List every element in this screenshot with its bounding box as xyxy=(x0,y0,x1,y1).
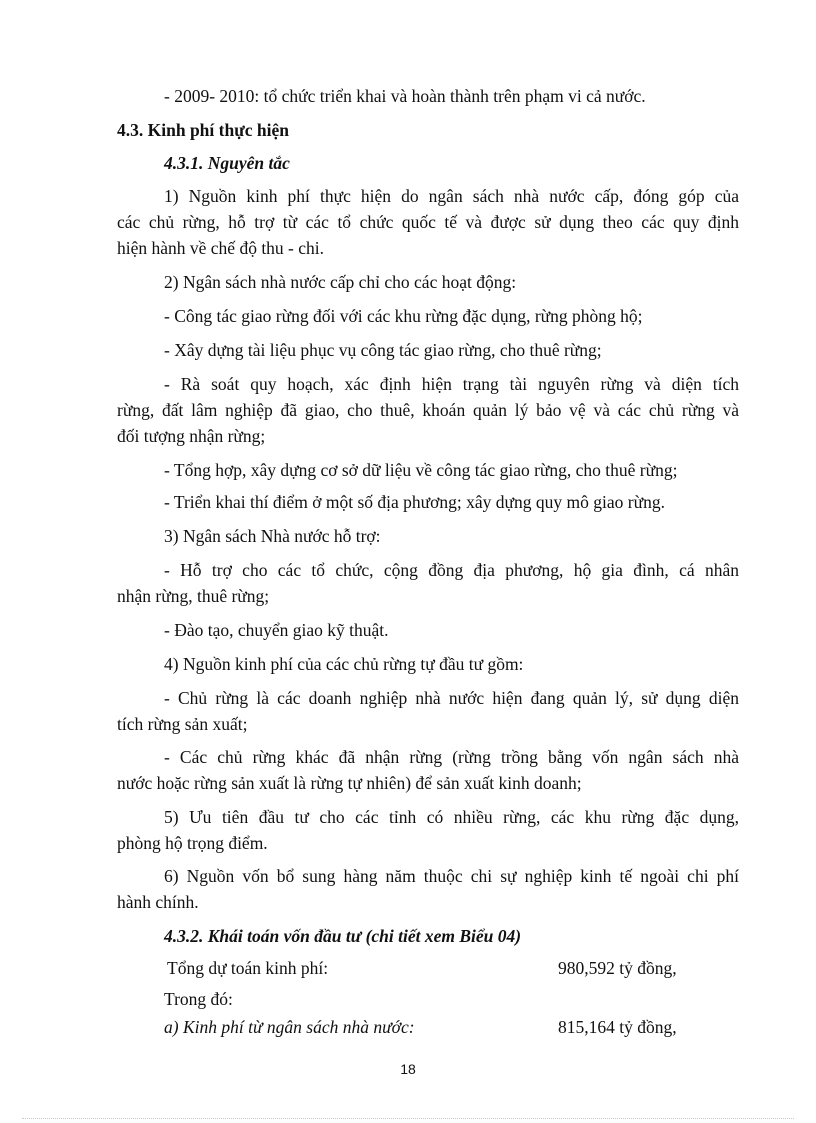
list-item: - Tổng hợp, xây dựng cơ sở dữ liệu về công tác giao rừng, cho thuê rừng; xyxy=(164,460,678,480)
page-number: 18 xyxy=(400,1061,416,1077)
paragraph-line: hành chính. xyxy=(117,892,199,912)
budget-of-which: Trong đó: xyxy=(164,989,233,1009)
paragraph-line: rừng, đất lâm nghiệp đã giao, cho thuê, khoán quản lý bảo vệ và các chủ rừng và xyxy=(117,400,739,420)
list-item: - Các chủ rừng khác đã nhận rừng (rừng trồng bằng vốn ngân sách nhà xyxy=(164,747,739,767)
section-heading: 4.3. Kinh phí thực hiện xyxy=(117,120,289,140)
paragraph-line: các chủ rừng, hỗ trợ từ các tổ chức quốc tế và được sử dụng theo các quy định xyxy=(117,212,739,232)
list-item: - Hỗ trợ cho các tổ chức, cộng đồng địa phương, hộ gia đình, cá nhân xyxy=(164,560,739,580)
budget-state-value: 815,164 tỷ đồng, xyxy=(558,1017,677,1037)
paragraph-line: hiện hành về chế độ thu - chi. xyxy=(117,238,325,258)
paragraph-line: tích rừng sản xuất; xyxy=(117,714,248,734)
paragraph-line: nước hoặc rừng sản xuất là rừng tự nhiên) để sản xuất kinh doanh; xyxy=(117,773,582,793)
paragraph-line: phòng hộ trọng điểm. xyxy=(117,833,268,853)
list-item: - Xây dựng tài liệu phục vụ công tác giao rừng, cho thuê rừng; xyxy=(164,340,602,360)
paragraph-line: 5) Ưu tiên đầu tư cho các tỉnh có nhiều rừng, các khu rừng đặc dụng, xyxy=(164,807,739,827)
paragraph-line: nhận rừng, thuê rừng; xyxy=(117,586,270,606)
paragraph-line: 6) Nguồn vốn bổ sung hàng năm thuộc chi sự nghiệp kinh tế ngoài chi phí xyxy=(164,866,739,886)
list-item: - Đào tạo, chuyển giao kỹ thuật. xyxy=(164,620,389,640)
subsection-heading: 4.3.1. Nguyên tắc xyxy=(164,153,290,173)
list-item: - Công tác giao rừng đối với các khu rừng đặc dụng, rừng phòng hộ; xyxy=(164,306,643,326)
subsection-heading: 4.3.2. Khái toán vốn đầu tư (chi tiết xem Biểu 04) xyxy=(164,926,522,946)
budget-total-label: Tổng dự toán kinh phí: xyxy=(167,958,329,978)
paragraph-line: đối tượng nhận rừng; xyxy=(117,426,266,446)
list-item: - Chủ rừng là các doanh nghiệp nhà nước hiện đang quản lý, sử dụng diện xyxy=(164,688,739,708)
list-item: - Rà soát quy hoạch, xác định hiện trạng tài nguyên rừng và diện tích xyxy=(164,374,739,394)
paragraph-line: 2) Ngân sách nhà nước cấp chỉ cho các hoạt động: xyxy=(164,272,517,292)
list-item: - 2009- 2010: tổ chức triển khai và hoàn thành trên phạm vi cả nước. xyxy=(164,86,646,106)
page-bottom-divider xyxy=(22,1118,794,1119)
budget-state-label: a) Kinh phí từ ngân sách nhà nước: xyxy=(164,1017,415,1037)
list-item: - Triển khai thí điểm ở một số địa phương; xây dựng quy mô giao rừng. xyxy=(164,492,665,512)
paragraph-line: 3) Ngân sách Nhà nước hỗ trợ: xyxy=(164,526,381,546)
paragraph-line: 1) Nguồn kinh phí thực hiện do ngân sách nhà nước cấp, đóng góp của xyxy=(164,186,739,206)
budget-total-value: 980,592 tỷ đồng, xyxy=(558,958,677,978)
paragraph-line: 4) Nguồn kinh phí của các chủ rừng tự đầu tư gồm: xyxy=(164,654,524,674)
